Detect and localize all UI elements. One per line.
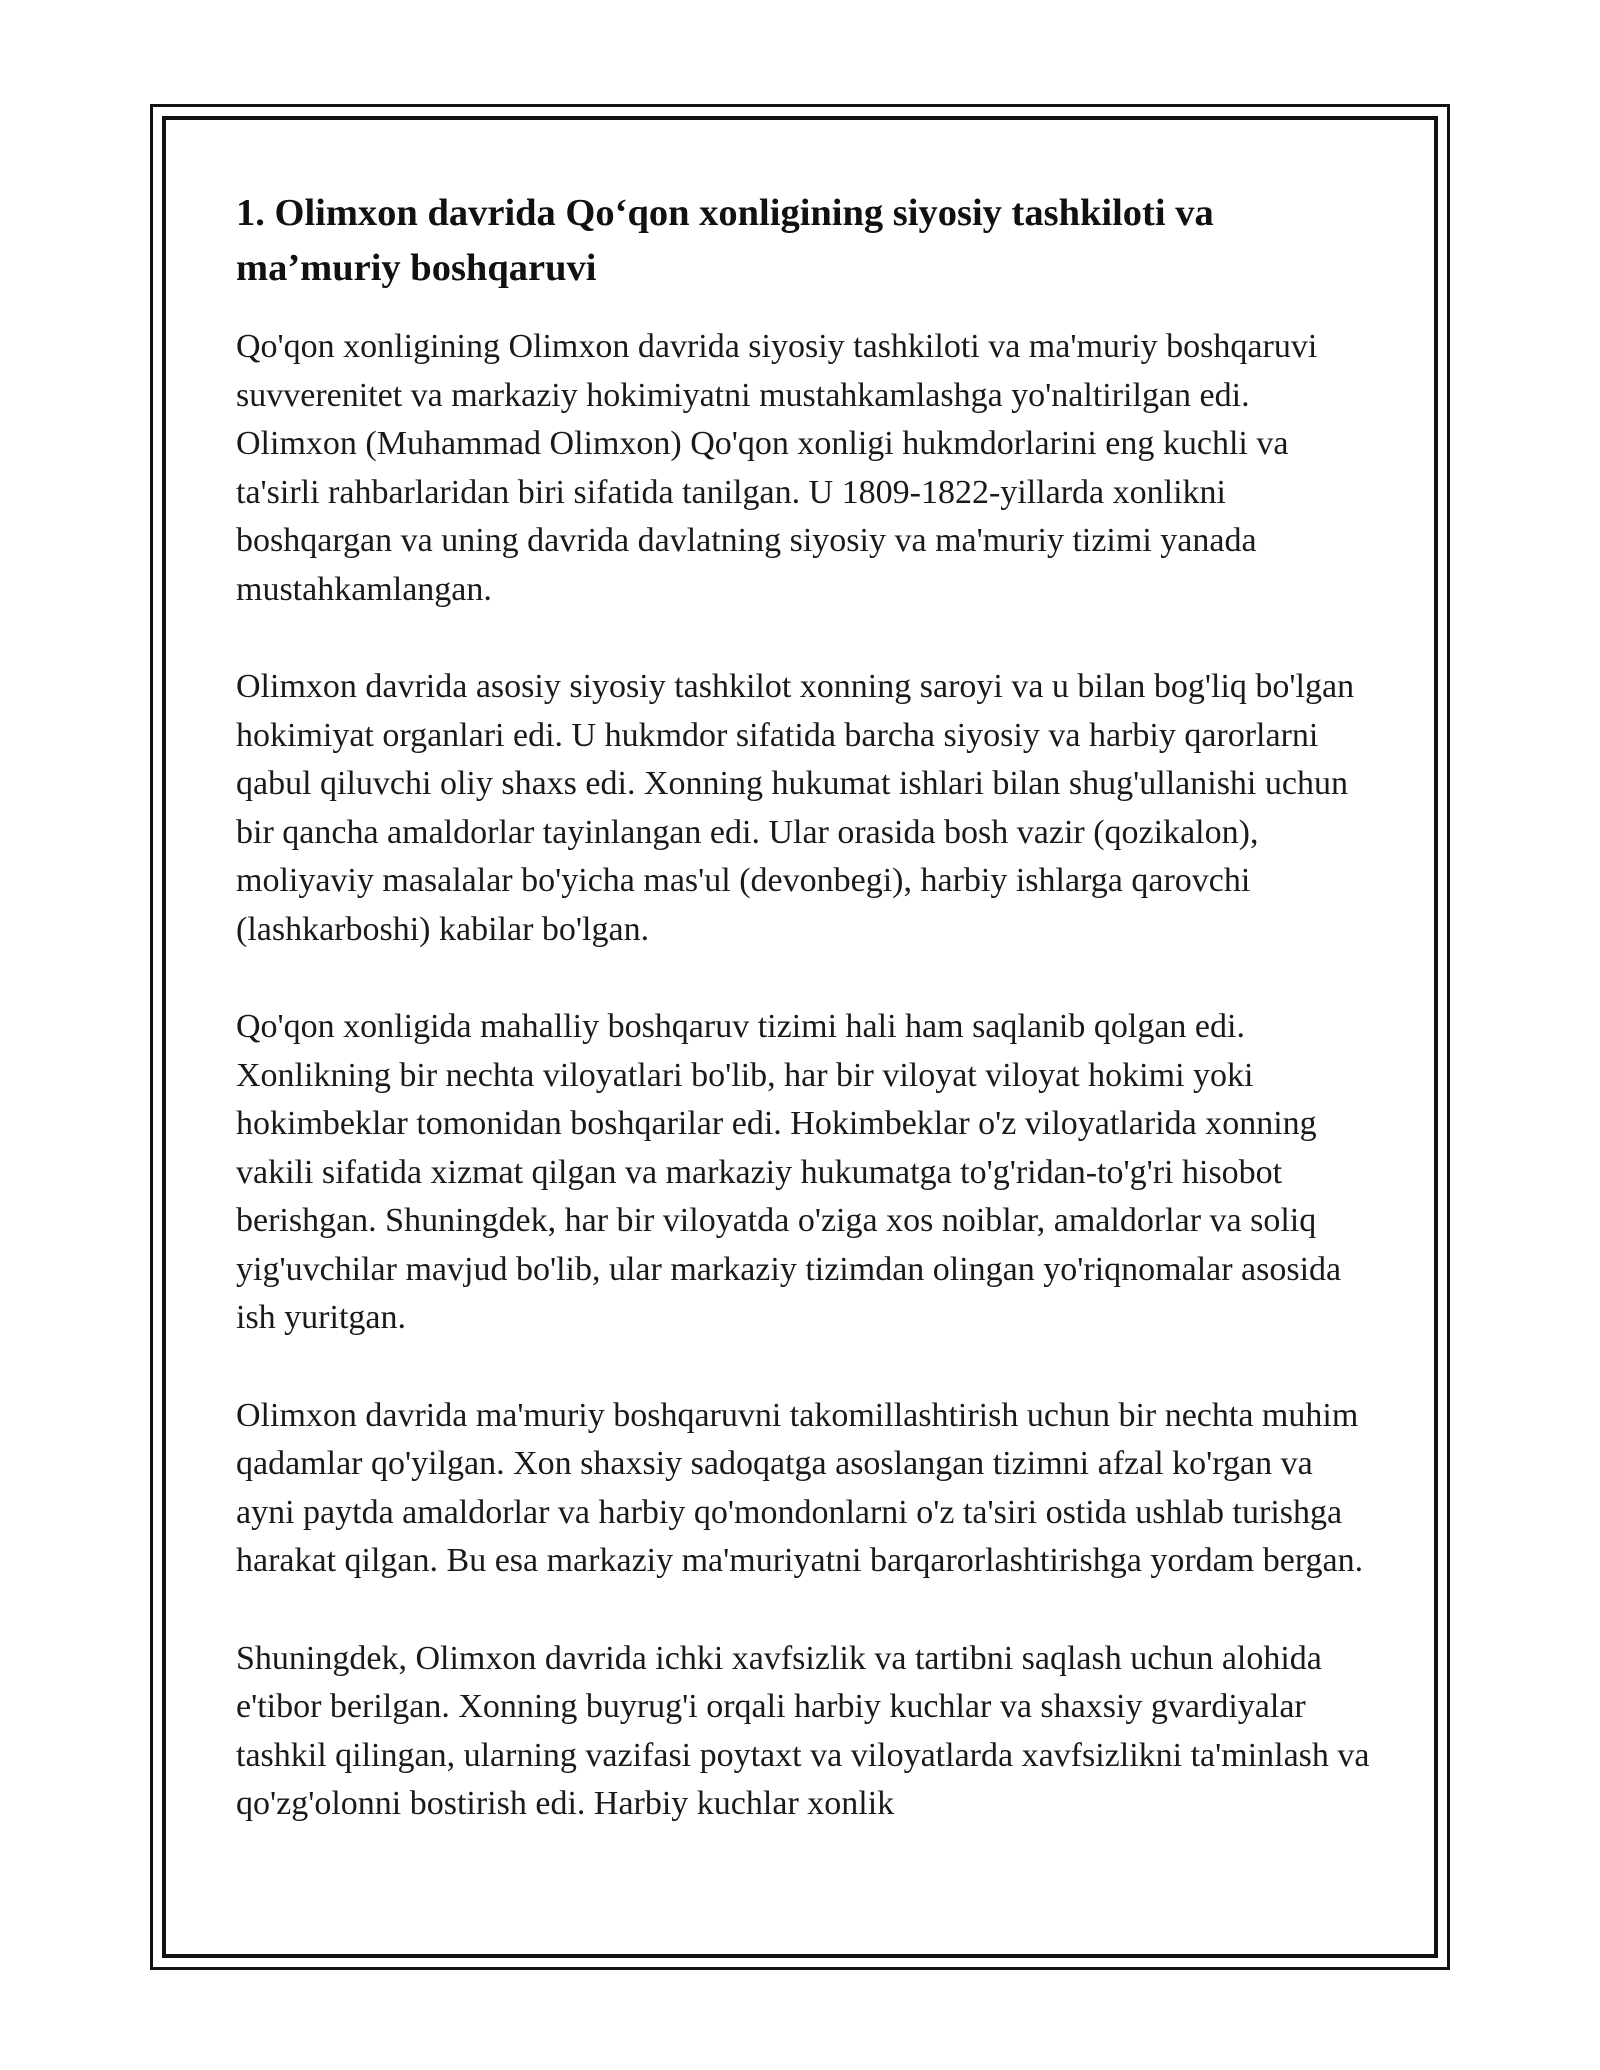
paragraph: Olimxon davrida ma'muriy boshqaruvni takomillashtirish uchun bir nechta muhim qadamlar qo'yilgan. Xon shaxsiy sadoqatga asoslangan tizimni afzal ko'rgan va ayni paytda amaldorlar va harbiy qo'mondonlarni o'z ta'siri ostida ushlab turishga harakat qilgan. Bu esa markaziy ma'muriyatni barqarorlashtirishga yordam bergan. — [236, 1396, 1364, 1579]
document-body — [236, 186, 1376, 1878]
paragraph: Qo'qon xonligida mahalliy boshqaruv tizimi hali ham saqlanib qolgan edi. Xonlikning bir nechta viloyatlari bo'lib, har bir viloyat viloyat hokimi yoki hokimbeklar tomonidan boshqarilar edi. Hokimbeklar o'z viloyatlarida xonning vakili sifatida xizmat qilgan va markaziy hukumatga to'g'ridan-to'g'ri hisobot berishgan. Shuningdek, har bir viloyatda o'ziga xos noiblar, amaldorlar va soliq yig'uvchilar mavjud bo'lib, ular markaziy tizimdan olingan yo'riqnomalar asosida ish yuritgan. — [236, 1008, 1342, 1336]
paragraph: Olimxon davrida asosiy siyosiy tashkilot xonning saroyi va u bilan bog'liq bo'lgan hokimiyat organlari edi. U hukmdor sifatida barcha siyosiy va harbiy qarorlarni qabul qiluvchi oliy shaxs edi. Xonning hukumat ishlari bilan shug'ullanishi uchun bir qancha amaldorlar tayinlangan edi. Ular orasida bosh vazir (qozikalon), moliyaviy masalalar bo'yicha mas'ul (devonbegi), harbiy ishlarga qarovchi (lashkarboshi) kabilar bo'lgan. — [236, 668, 1355, 948]
section-heading: 1. Olimxon davrida Qo‘qon xonligining siyosiy tashkiloti va ma’muriy boshqaruvi — [236, 192, 1214, 289]
paragraph: Qo'qon xonligining Olimxon davrida siyosiy tashkiloti va ma'muriy boshqaruvi suvverenitet va markaziy hokimiyatni mustahkamlashga yo'naltirilgan edi. Olimxon (Muhammad Olimxon) Qo'qon xonligi hukmdorlarini eng kuchli va ta'sirli rahbarlaridan biri sifatida tanilgan. U 1809-1822-yillarda xonlikni boshqargan va uning davrida davlatning siyosiy va ma'muriy tizimi yanada mustahkamlangan. — [236, 328, 1318, 608]
paragraph: Shuningdek, Olimxon davrida ichki xavfsizlik va tartibni saqlash uchun alohida e'tibor berilgan. Xonning buyrug'i orqali harbiy kuchlar va shaxsiy gvardiyalar tashkil qilingan, ularning vazifasi poytaxt va viloyatlarda xavfsizlikni ta'minlash va qo'zg'olonni bostirish edi. Harbiy kuchlar xonlik — [236, 1639, 1370, 1822]
